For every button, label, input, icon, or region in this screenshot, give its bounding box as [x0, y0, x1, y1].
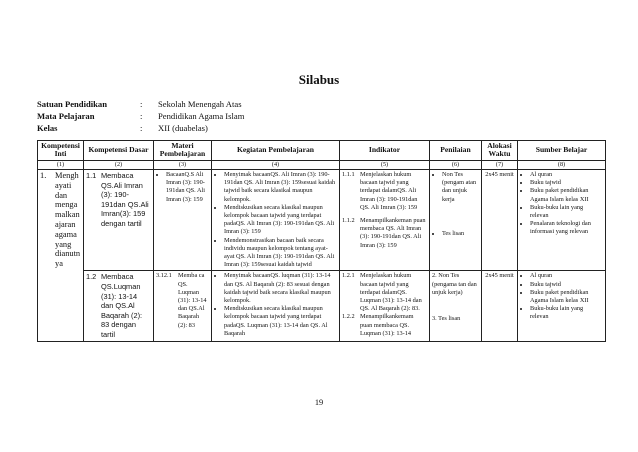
- meta-colon: :: [140, 99, 143, 109]
- column-number: (8): [518, 160, 606, 169]
- meta-label: Kelas: [37, 123, 58, 133]
- indikator-number: 1.2.1: [342, 272, 355, 280]
- kegiatan-cell: [212, 170, 340, 271]
- kd-text: Membaca QS.Luqman (31): 13-14 dan QS.Al Baqarah (2): 83 dengan tartil: [101, 272, 143, 340]
- list-item: • Buku paket pendidikan Agama Islam kelas XII: [530, 289, 603, 305]
- indikator-text: Menjelaskan hukum bacaan tajwid yang terdapat dalamQS. Luqman (31): 13-14 dan QS. Al Baqarah (2): 83.: [360, 272, 422, 313]
- sumber-cell: [518, 170, 606, 271]
- kd-number: 1.1: [86, 171, 97, 181]
- column-header: Penilaian: [430, 141, 482, 161]
- column-header: Alokasi Waktu: [482, 141, 518, 161]
- list-item: • Non Tes (pengam atan dan unjuk kerja: [442, 171, 479, 204]
- column-header: Kegiatan Pembelajaran: [212, 141, 340, 161]
- column-number: (5): [340, 160, 430, 169]
- column-number: (2): [84, 160, 154, 169]
- meta-row-class: [37, 122, 244, 134]
- table-row: [38, 271, 606, 341]
- page-number: 19: [314, 398, 324, 407]
- indikator-number: 1.1.2: [342, 217, 355, 225]
- list-item: • Buku-buku lain yang relevan: [530, 204, 603, 220]
- column-number: (6): [430, 160, 482, 169]
- ki-number: 1.: [40, 171, 47, 181]
- column-number: (4): [212, 160, 340, 169]
- list-item: • Buku tajwid: [530, 179, 603, 187]
- meta-row-subject: [37, 110, 244, 122]
- meta-value: Sekolah Menengah Atas: [158, 99, 242, 109]
- indikator-number: 1.2.2: [342, 313, 355, 321]
- sumber-list: [520, 272, 603, 321]
- list-item: • Mendiskusikan secara klasikal maupun kelompok bacaan tajwid yang terdapat padaQS. Ali Imran (3): 190-191dan QS. Ali Imran (3): 159: [224, 204, 337, 237]
- list-item: • Buku tajwid: [530, 281, 603, 289]
- meta-row-school: [37, 98, 244, 110]
- column-number-row: [38, 160, 606, 169]
- column-header: Materi Pembelajaran: [154, 141, 212, 161]
- alokasi-cell: 2x45 menit: [482, 170, 518, 271]
- list-item: • Mendiskusikan secara klasikal maupun kelompok bacaan tajwid yang terdapat padaQS. Luqman (31): 13-14 dan QS. Al Baqarah: [224, 305, 337, 338]
- syllabus-meta: [37, 98, 244, 134]
- kegiatan-list: [214, 272, 337, 338]
- indikator-number: 1.1.1: [342, 171, 355, 179]
- list-item: • BacaanQ.S Ali Imran (3): 190-191dan QS. Ali Imran (3): 159: [166, 171, 209, 204]
- column-number: (7): [482, 160, 518, 169]
- list-item: • Tes lisan: [442, 230, 479, 238]
- syllabus-table: [37, 140, 606, 342]
- penilaian-list: [432, 171, 479, 238]
- list-item: • Penalaran teknologi dan informasi yang relevan: [530, 220, 603, 236]
- column-header: Indikator: [340, 141, 430, 161]
- kompetensi-inti-cell: [38, 170, 84, 342]
- meta-colon: :: [140, 111, 143, 121]
- meta-value: Pendidikan Agama Islam: [158, 111, 245, 121]
- ki-text: Mengh ayati dan menga malkan ajaran agama yang dianutn ya: [55, 171, 81, 269]
- penilaian-cell: [430, 271, 482, 341]
- meta-label: Satuan Pendidikan: [37, 99, 107, 109]
- meta-label: Mata Pelajaran: [37, 111, 95, 121]
- meta-colon: :: [140, 123, 143, 133]
- kd-number: 1.2: [86, 272, 97, 282]
- kompetensi-dasar-cell: [84, 170, 154, 271]
- kd-text: Membaca QS.Ali Imran (3): 190-191dan QS.Ali Imran(3): 159 dengan tartil: [101, 171, 149, 228]
- list-item: • Menyimak bacaanQS. Ali Imran (3): 190-191dan QS. Ali Imran (3): 159sesuai kaidah tajwid baik secara klasikal maupun kelompok.: [224, 171, 337, 204]
- sumber-cell: [518, 271, 606, 341]
- indikator-cell: [340, 271, 430, 341]
- list-item: • Al quran: [530, 272, 603, 280]
- materi-cell: [154, 170, 212, 271]
- kegiatan-cell: [212, 271, 340, 341]
- column-header: Kompetensi Dasar: [84, 141, 154, 161]
- page-title: Silabus: [298, 72, 340, 87]
- indikator-text: Menampilkankeman puan membaca QS. Ali Imran (3): 190-191dan QS. Ali Imran (3): 159: [360, 217, 426, 249]
- list-item: • Buku-buku lain yang relevan: [530, 305, 603, 321]
- list-item: • Buku paket pendidikan Agama Islam kelas XII: [530, 187, 603, 203]
- column-header: Kompetensi Inti: [38, 141, 84, 161]
- penilaian-item: 2. Non Tes (pengama tan dan unjuk kerja): [432, 272, 477, 296]
- penilaian-cell: [430, 170, 482, 271]
- column-number: (1): [38, 160, 84, 169]
- table-row: [38, 170, 606, 271]
- materi-text: Memba ca QS. Luqman (31): 13-14 dan QS.Al Baqarah (2): 83: [178, 272, 207, 329]
- indikator-text: Menjelaskan hukum bacaan tajwid yang terdapat dalamQS. Ali Imran (3): 190-191dan QS. Ali Imran (3): 159: [360, 171, 418, 211]
- list-item: • Al quran: [530, 171, 603, 179]
- alokasi-cell: 2x45 menit: [482, 271, 518, 341]
- materi-list: [156, 171, 209, 204]
- table-header-row: [38, 141, 606, 161]
- indikator-cell: [340, 170, 430, 271]
- materi-number: 3.12.1: [156, 272, 172, 280]
- materi-cell: [154, 271, 212, 341]
- kompetensi-dasar-cell: [84, 271, 154, 341]
- penilaian-item: 3. Tes lisan: [432, 315, 461, 323]
- column-number: (3): [154, 160, 212, 169]
- kegiatan-list: [214, 171, 337, 269]
- meta-value: XII (duabelas): [158, 123, 208, 133]
- sumber-list: [520, 171, 603, 237]
- indikator-text: Menampilkankemam puan membaca QS. Luqman (31): 13-14: [360, 313, 414, 337]
- list-item: • Menyimak bacaanQS. luqman (31): 13-14 dan QS. Al Baqarah (2): 83 sesuai dengan kaidah tajwid baik secara klasikal maupun kelompok.: [224, 272, 337, 305]
- list-item: • Mendemonstrasikan bacaan baik secara individu maupun kelompok tentang ayat-ayat QS. Ali Imran (3): 190-191dan QS. Ali Imran (3): 159sesuai kaidah tajwid: [224, 237, 337, 270]
- column-header: Sumber Belajar: [518, 141, 606, 161]
